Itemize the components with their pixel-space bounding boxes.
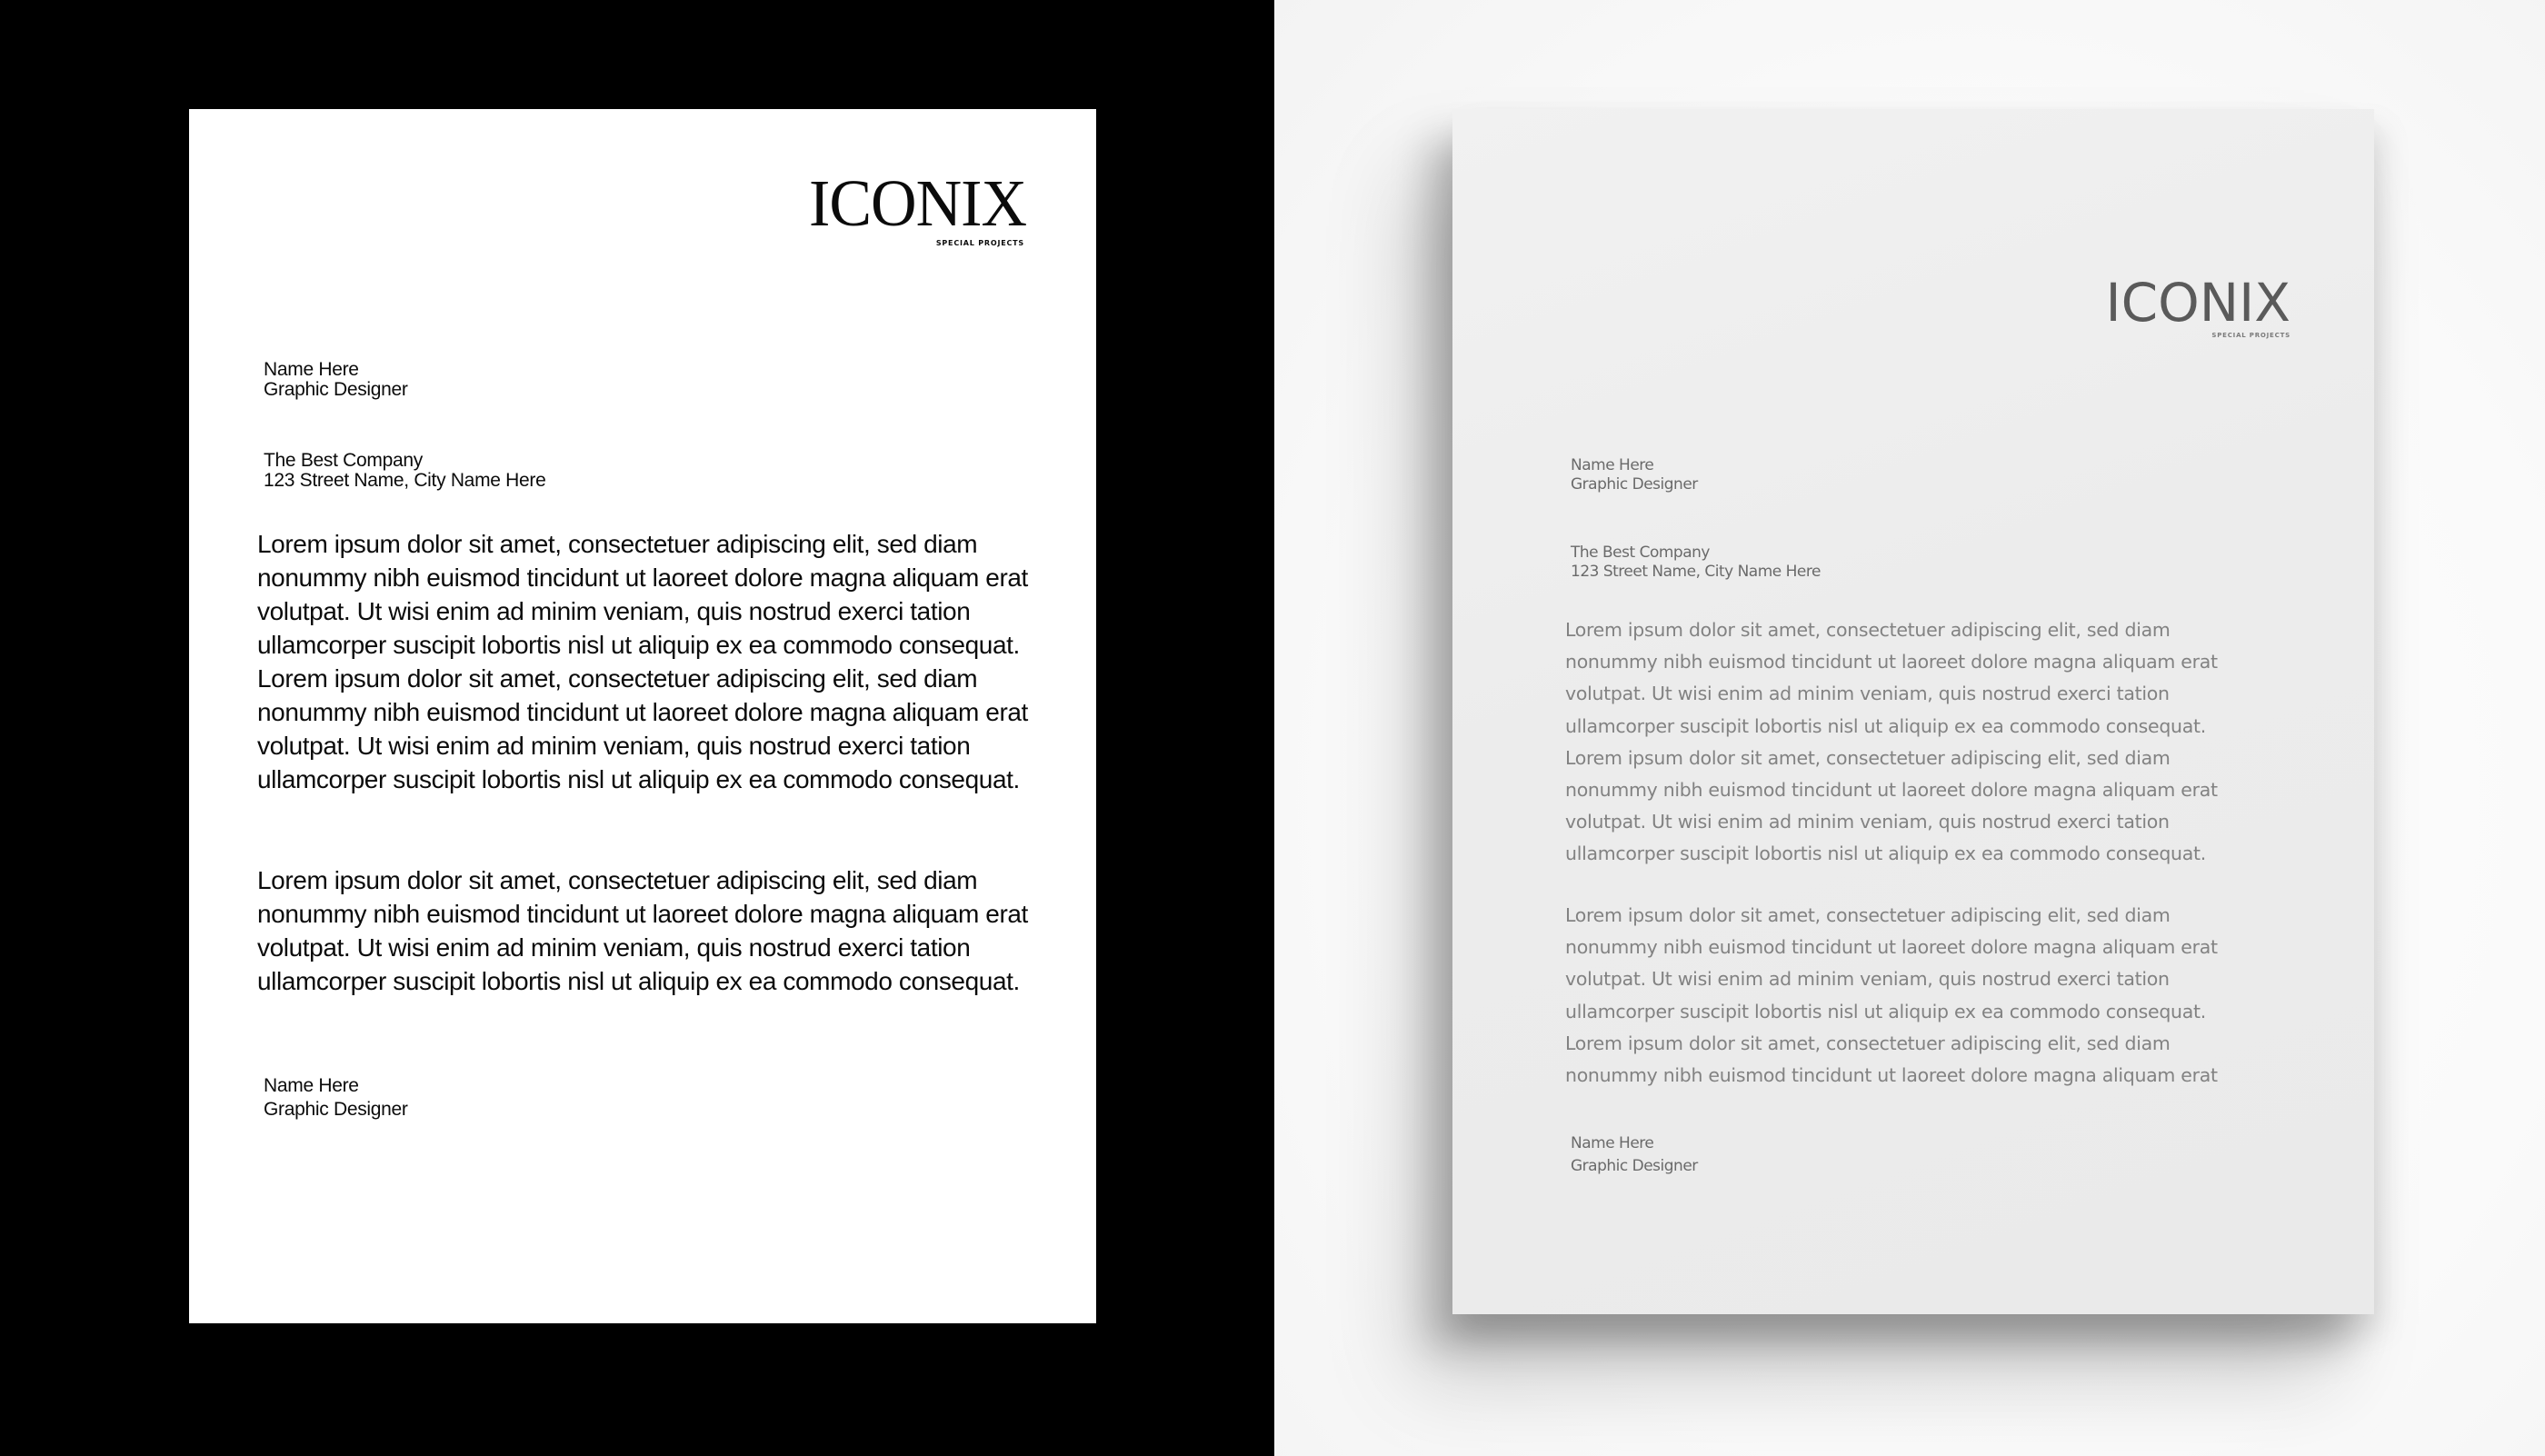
sender-title: Graphic Designer xyxy=(264,379,408,400)
signature-name: Name Here xyxy=(264,1075,359,1096)
signature-name: Name Here xyxy=(1571,1134,1654,1152)
body-paragraph-1: Lorem ipsum dolor sit amet, consectetuer adipiscing elit, sed diam nonummy nibh euismod tincidunt ut laoreet dolore magna aliquam erat volutpat. Ut wisi enim ad minim veniam, quis nostrud exerci tation ullamcorper suscipit lobortis nisl ut aliquip ex ea commodo consequat. Lorem ipsum dolor sit amet, consectetuer adipiscing elit, sed diam nonummy nibh euismod tincidunt ut laoreet dolore magna aliquam erat volutpat. Ut wisi enim ad minim veniam, quis nostrud exerci tation ullamcorper suscipit lobortis nisl ut aliquip ex ea commodo consequat. xyxy=(257,530,1028,793)
logo-wordmark: ICONIX xyxy=(809,166,1026,241)
logo-wordmark: ICONIX xyxy=(2105,272,2290,334)
body-paragraph-1: Lorem ipsum dolor sit amet, consectetuer adipiscing elit, sed diam nonummy nibh euismod tincidunt ut laoreet dolore magna aliquam erat volutpat. Ut wisi enim ad minim veniam, quis nostrud exerci tation ullamcorper suscipit lobortis nisl ut aliquip ex ea commodo consequat. Lorem ipsum dolor sit amet, consectetuer adipiscing elit, sed diam nonummy nibh euismod tincidunt ut laoreet dolore magna aliquam erat volutpat. Ut wisi enim ad minim veniam, quis nostrud exerci tation ullamcorper suscipit lobortis nisl ut aliquip ex ea commodo consequat. xyxy=(1565,619,2218,865)
recipient-block xyxy=(1571,544,1821,582)
body-paragraph-2: Lorem ipsum dolor sit amet, consectetuer adipiscing elit, sed diam nonummy nibh euismod tincidunt ut laoreet dolore magna aliquam erat volutpat. Ut wisi enim ad minim veniam, quis nostrud exerci tation ullamcorper suscipit lobortis nisl ut aliquip ex ea commodo consequat. Lorem ipsum dolor sit amet, consectetuer adipiscing elit, sed diam nonummy nibh euismod tincidunt ut laoreet dolore magna aliquam erat xyxy=(1565,904,2218,1087)
signature-block xyxy=(264,1076,408,1120)
iconix-logo xyxy=(2105,272,2290,339)
recipient-address: 123 Street Name, City Name Here xyxy=(1571,563,1821,581)
recipient-company: The Best Company xyxy=(264,450,423,471)
sender-title: Graphic Designer xyxy=(1571,475,1698,494)
logo-tagline: SPECIAL PROJECTS xyxy=(935,239,1024,247)
sender-block xyxy=(264,360,408,400)
sender-name: Name Here xyxy=(1571,456,1654,474)
body-paragraph-2: Lorem ipsum dolor sit amet, consectetuer adipiscing elit, sed diam nonummy nibh euismod tincidunt ut laoreet dolore magna aliquam erat volutpat. Ut wisi enim ad minim veniam, quis nostrud exerci tation ullamcorper suscipit lobortis nisl ut aliquip ex ea commodo consequat. xyxy=(257,866,1028,995)
signature-title: Graphic Designer xyxy=(264,1099,408,1120)
signature-title: Graphic Designer xyxy=(1571,1157,1698,1175)
signature-block xyxy=(1571,1134,1698,1176)
recipient-address: 123 Street Name, City Name Here xyxy=(264,470,546,491)
sender-block xyxy=(1571,456,1698,494)
logo-tagline: SPECIAL PROJECTS xyxy=(2211,332,2290,339)
iconix-logo xyxy=(809,166,1026,247)
flat-letterhead xyxy=(189,109,1096,1323)
recipient-block xyxy=(264,451,546,491)
sender-name: Name Here xyxy=(264,359,359,380)
recipient-company: The Best Company xyxy=(1571,544,1710,562)
mockup-letterhead xyxy=(1452,109,2374,1314)
